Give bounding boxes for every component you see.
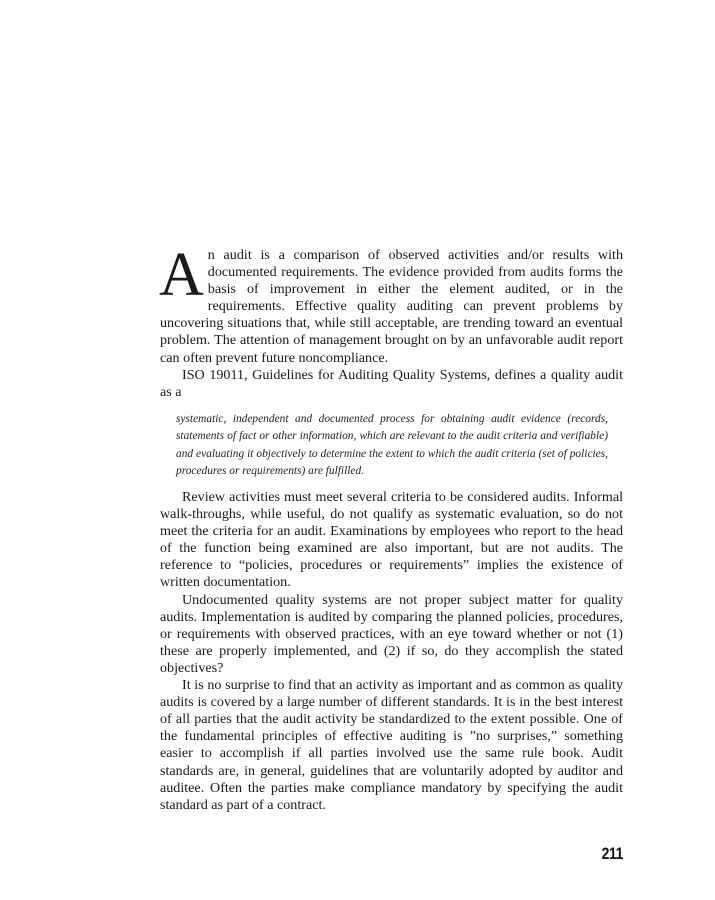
body-paragraph-standards: It is no surprise to find that an activity as important and as common as quality audits is covered by a large number of different standards. It is in the best interest of all parties that the audit activity be standardized to the extent possible. One of the fundamental principles of effective auditing is ”no surprises,” something easier to accomplish if all parties involved use the same rule book. Audit standards are, in general, guidelines that are voluntarily adopted by auditor and auditee. Often the parties make compliance mandatory by specifying the audit standard as part of a contract. bbox=[160, 677, 623, 813]
body-section bbox=[160, 489, 623, 814]
iso-definition-lead: ISO 19011, Guidelines for Auditing Quality Systems, defines a quality audit as a bbox=[160, 366, 623, 400]
page-number: 211 bbox=[601, 844, 623, 863]
body-paragraph-criteria: Review activities must meet several criteria to be considered audits. Informal walk-throughs, while useful, do not qualify as systematic evaluation, so do not meet the criteria for an audit. Examinations by employees who report to the head of the function being examined are also important, but are not audits. The reference to “policies, procedures or requirements” implies the existence of written documentation. bbox=[160, 489, 623, 591]
intro-text: n audit is a comparison of observed activities and/or results with documented requirements. The evidence provided from audits forms the basis of improvement in either the element audited, or in the requirements. Effective quality auditing can prevent problems by uncovering situations that, while still acceptable, are trending toward an eventual problem. The attention of management brought on by an unfavorable audit report can often prevent future noncompliance. bbox=[160, 247, 623, 366]
definition-block-quote: systematic, independent and documented process for obtaining audit evidence (records, statements of fact or other information, which are relevant to the audit criteria and verifiable) and evaluating it objectively to determine the extent to which the audit criteria (set of policies, procedures or requirements) are fulfilled. bbox=[176, 413, 608, 478]
drop-cap: A bbox=[159, 241, 204, 309]
intro-section bbox=[159, 241, 623, 401]
body-paragraph-undocumented: Undocumented quality systems are not proper subject matter for quality audits. Implementation is audited by comparing the planned policies, procedures, or requirements with observed practices, with an eye toward whether or not (1) these are properly implemented, and (2) if so, do they accomplish the stated objectives? bbox=[160, 591, 623, 676]
intro-paragraph bbox=[159, 241, 623, 367]
